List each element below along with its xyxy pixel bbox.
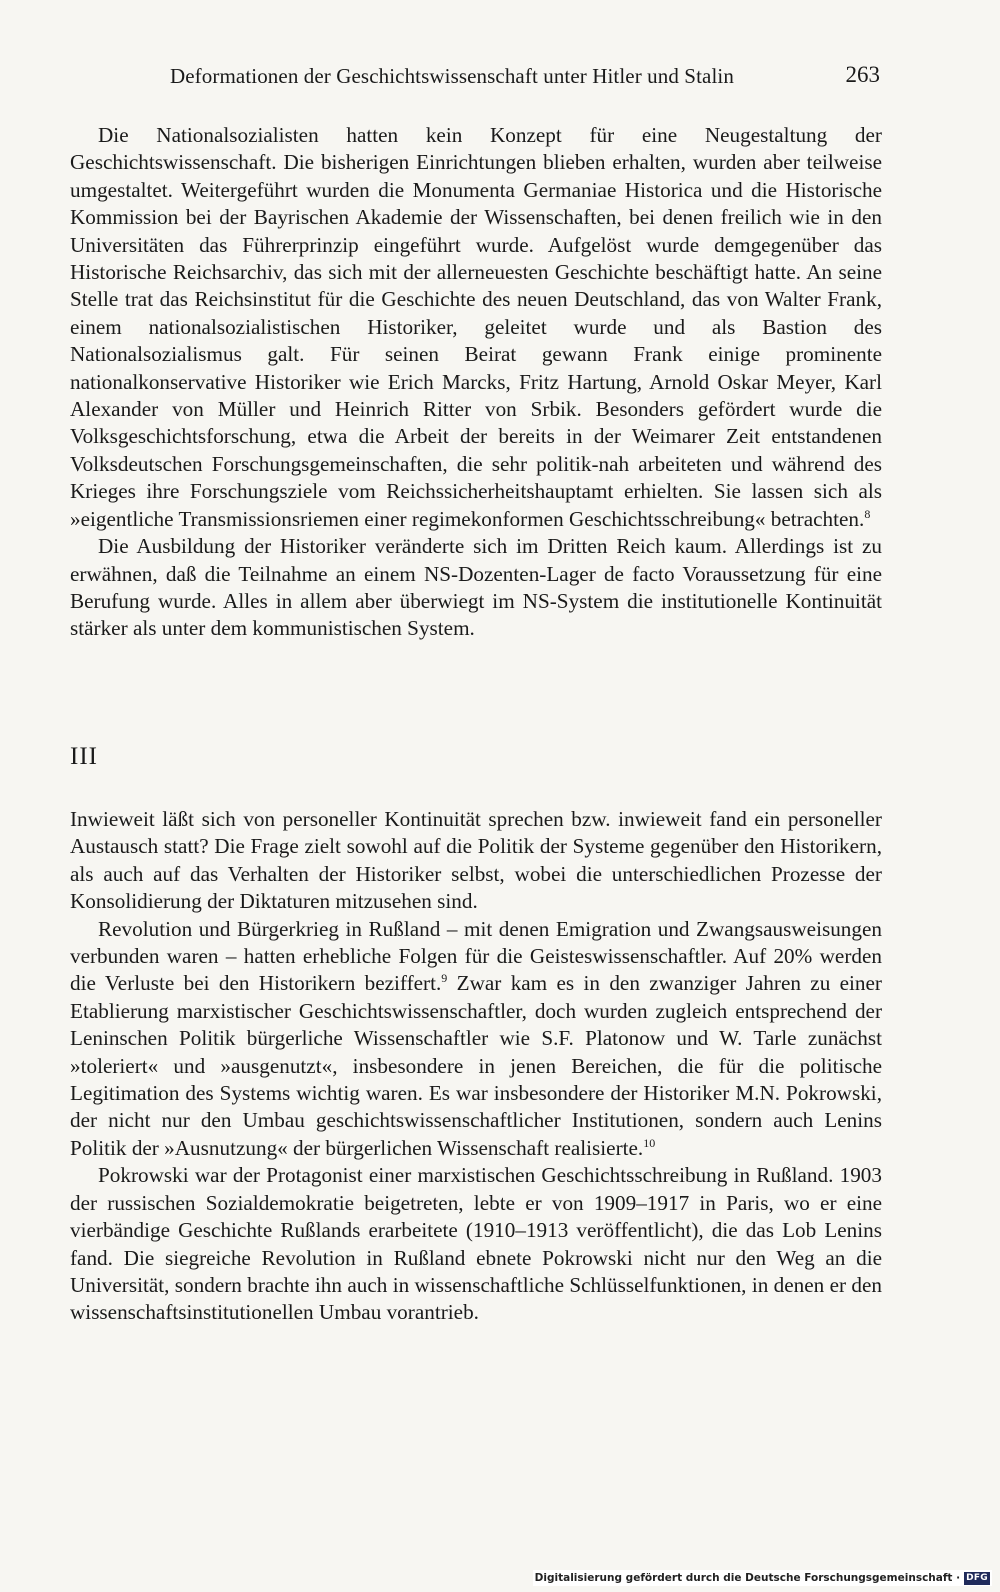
paragraph-text: Inwieweit läßt sich von personeller Kontinuität sprechen bzw. inwieweit fand ein personeller Austausch statt? Die Frage zielt sowohl auf die Politik der Systeme gegenüber den Historikern, als auch auf das Verhalten der Historiker selbst, wobei die unterschiedlichen Prozesse der Konsolidierung der Diktaturen mitzusehen sind. (70, 807, 882, 914)
footnote-marker: 9 (441, 971, 448, 986)
paragraph (70, 916, 882, 1163)
paragraph-text: Die Ausbildung der Historiker veränderte sich im Dritten Reich kaum. Allerdings ist zu erwähnen, daß die Teilnahme an einem NS-Dozenten-Lager de facto Voraussetzung für eine Berufung wurde. Alles in allem aber überwiegt im NS-System die institutionelle Kontinuität stärker als unter dem kommunistischen System. (70, 534, 882, 641)
body-text-section-iii (70, 806, 882, 1327)
paragraph (70, 1162, 882, 1326)
paragraph-text: Zwar kam es in den zwanziger Jahren zu einer Etablierung marxistischer Geschichtswissenschaftler, doch wurden zugleich entsprechend der Leninschen Politik bürgerliche Wissenschaftler wie S.F. Platonow und W. Tarle zunächst »toleriert« und »ausgenutzt«, insbesondere in jenen Bereichen, die für die politische Legitimation des Systems wichtig waren. Es war insbesondere der Historiker M.N. Pokrowski, der nicht nur den Umbau geschichtswissenschaftlicher Institutionen, sondern auch Lenins Politik der »Ausnutzung« der bürgerlichen Wissenschaft realisierte. (70, 971, 882, 1160)
paragraph (70, 806, 882, 916)
paragraph-text: Revolution und Bürgerkrieg in Rußland – mit denen Emigration und Zwangsausweisungen verbunden waren – hatten erhebliche Folgen für die Geisteswissenschaftler. Auf 20% werden die Verluste bei den Historikern beziffert. (70, 916, 882, 996)
body-text-section-ii (70, 122, 882, 643)
paragraph-text: Pokrowski war der Protagonist einer marxistischen Geschichtsschreibung in Rußland. 1903 der russischen Sozialdemokratie beigetreten, lebte er von 1909–1917 in Paris, wo er eine vierbändige Geschichte Rußlands erarbeitete (1910–1913 veröffentlicht), die das Lob Lenins fand. Die siegreiche Revolution in Rußland ebnete Pokrowski nicht nur den Weg an die Universität, sondern brachte ihn auch in wissenschaftliche Schlüsselfunktionen, in denen er den wissenschaftsinstitutionellen Umbau vorantrieb. (70, 1163, 882, 1325)
footnote-marker: 10 (643, 1135, 656, 1150)
paragraph (70, 122, 882, 533)
dfg-logo-icon: DFG (966, 1573, 988, 1583)
footnote-marker: 8 (864, 506, 871, 521)
credit-text: Digitalisierung gefördert durch die Deutsche Forschungsgemeinschaft · (534, 1572, 961, 1584)
page-header (170, 64, 880, 98)
paragraph-text: Die Nationalsozialisten hatten kein Konzept für eine Neugestaltung der Geschichtswissenschaft. Die bisherigen Einrichtungen blieben erhalten, wurden aber teilweise umgestaltet. Weitergeführt wurden die Monumenta Germaniae Historica und die Historische Kommission bei der Bayrischen Akademie der Wissenschaften, bei denen freilich wie in den Universitäten das Führerprinzip eingeführt wurde. Aufgelöst wurde demgegenüber das Historische Reichsarchiv, das sich mit der allerneuesten Geschichte beschäftigt hatte. An seine Stelle trat das Reichsinstitut für die Geschichte des neuen Deutschland, das von Walter Frank, einem nationalsozialistischen Historiker, geleitet wurde und als Bastion des Nationalsozialismus galt. Für seinen Beirat gewann Frank einige prominente nationalkonservative Historiker wie Erich Marcks, Fritz Hartung, Arnold Oskar Meyer, Karl Alexander von Müller und Heinrich Ritter von Srbik. Besonders gefördert wurde die Volksgeschichtsforschung, etwa die Arbeit der bereits in der Weimarer Zeit entstandenen Volksdeutschen Forschungsgemeinschaften, die sehr politik-nah arbeiteten und während des Krieges ihre Forschungsziele vom Reichssicherheitshauptamt erhielten. Sie lassen sich als »eigentliche Transmissionsriemen einer regimekonformen Geschichtsschreibung« betrachten. (70, 123, 882, 531)
running-title: Deformationen der Geschichtswissenschaft unter Hitler und Stalin (170, 64, 734, 88)
digitization-credit (533, 1570, 992, 1586)
section-heading: III (70, 743, 98, 770)
page-number: 263 (845, 62, 880, 87)
paragraph (70, 533, 882, 643)
